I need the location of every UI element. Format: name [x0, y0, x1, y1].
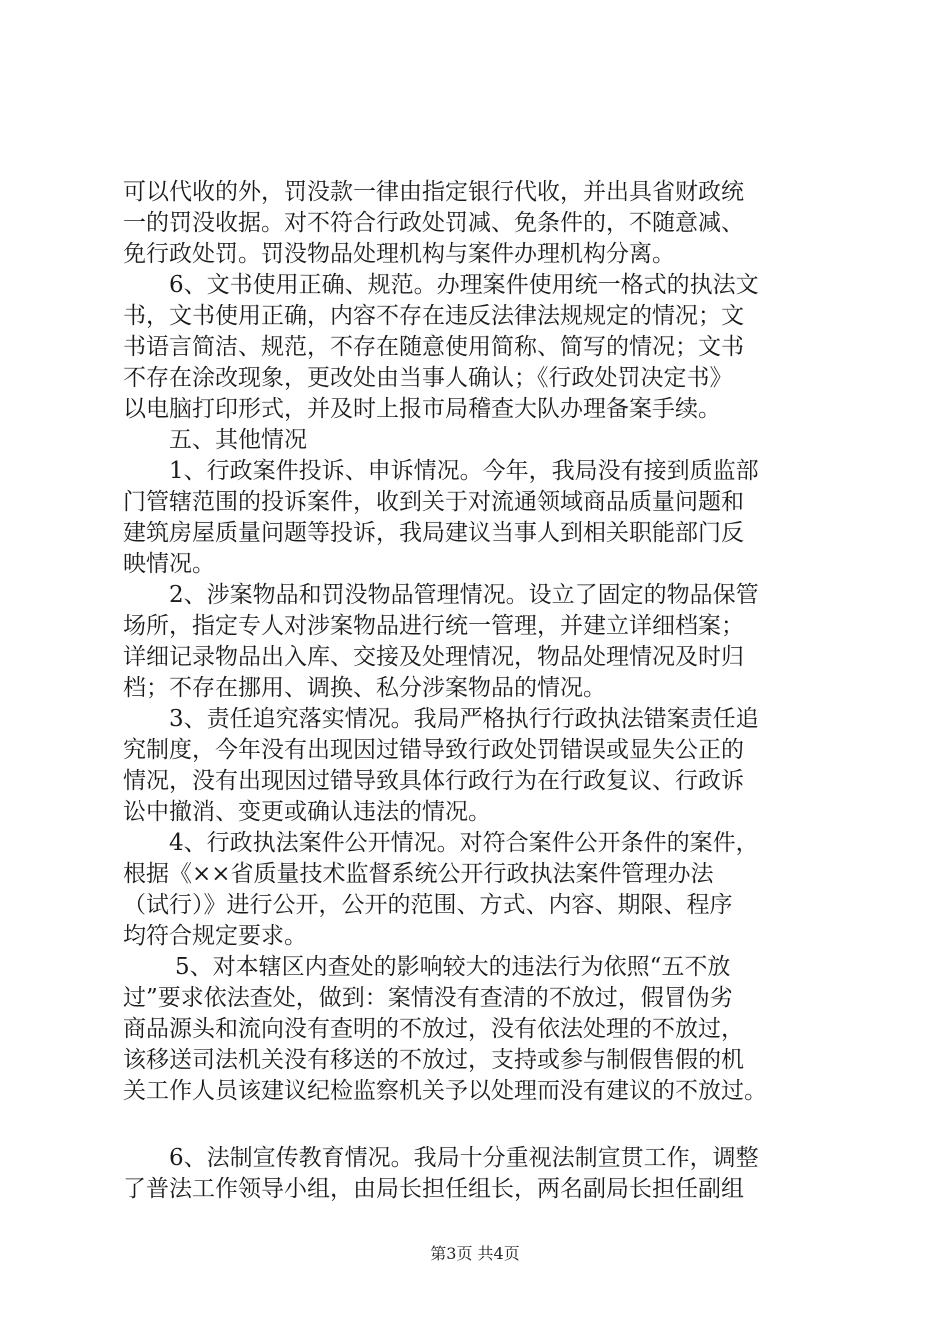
text-line: 了普法工作领导小组，由局长担任组长，两名副局长担任副组 [123, 1176, 744, 1202]
paragraph-start-line: 1、行政案件投诉、申诉情况。今年，我局没有接到质监部 [169, 458, 759, 484]
text-line: 均符合规定要求。 [123, 923, 307, 949]
text-line: 详细记录物品出入库、交接及处理情况，物品处理情况及时归 [123, 644, 744, 670]
text-line: 书，文书使用正确，内容不存在违反法律法规规定的情况；文 [123, 303, 744, 329]
text-line: 建筑房屋质量问题等投诉，我局建议当事人到相关职能部门反 [123, 520, 744, 546]
text-line: 究制度，今年没有出现因过错导致行政处罚错误或显失公正的 [123, 737, 744, 763]
text-line: 门管辖范围的投诉案件，收到关于对流通领域商品质量问题和 [123, 489, 744, 515]
text-line: 商品源头和流向没有查明的不放过，没有依法处理的不放过， [123, 1016, 744, 1042]
paragraph-start-line: 2、涉案物品和罚没物品管理情况。设立了固定的物品保管 [169, 582, 759, 608]
section-heading: 五、其他情况 [169, 427, 307, 453]
paragraph-start-line: 3、责任追究落实情况。我局严格执行行政执法错案责任追 [169, 706, 759, 732]
text-line: 场所，指定专人对涉案物品进行统一管理，并建立详细档案； [123, 613, 744, 639]
paragraph-start-line: 6、法制宣传教育情况。我局十分重视法制宣贯工作，调整 [169, 1145, 759, 1171]
page-number: 第3页 共4页 [430, 1244, 520, 1263]
text-line: 关工作人员该建议纪检监察机关予以处理而没有建议的不放过。 [123, 1078, 767, 1104]
text-line: （试行）》进行公开，公开的范围、方式、内容、期限、程序 [123, 892, 733, 918]
text-line: 一的罚没收据。对不符合行政处罚减、免条件的，不随意减、 [123, 210, 744, 236]
text-line: 情况，没有出现因过错导致具体行政行为在行政复议、行政诉 [123, 768, 744, 794]
page-footer [0, 1241, 950, 1264]
paragraph-start-line: 4、行政执法案件公开情况。对符合案件公开条件的案件， [169, 830, 759, 856]
text-line: 该移送司法机关没有移送的不放过，支持或参与制假售假的机 [123, 1047, 744, 1073]
text-line: 不存在涂改现象，更改处由当事人确认；《行政处罚决定书》 [123, 365, 733, 391]
text-line: 以电脑打印形式，并及时上报市局稽查大队办理备案手续。 [123, 396, 721, 422]
paragraph-gap [123, 1107, 843, 1143]
paragraph-start-line: 5、对本辖区内查处的影响较大的违法行为依照“五不放 [175, 954, 731, 980]
paragraph-start-line: 6、文书使用正确、规范。办理案件使用统一格式的执法文 [169, 272, 759, 298]
text-line: 书语言简洁、规范，不存在随意使用简称、简写的情况；文书 [123, 334, 744, 360]
text-line: 讼中撤消、变更或确认违法的情况。 [123, 799, 491, 825]
text-line: 免行政处罚。罚没物品处理机构与案件办理机构分离。 [123, 241, 675, 267]
text-line: 过”要求依法查处，做到：案情没有查清的不放过，假冒伪劣 [123, 985, 733, 1011]
text-line: 映情况。 [123, 551, 215, 577]
text-line: 可以代收的外，罚没款一律由指定银行代收，并出具省财政统 [123, 179, 744, 205]
text-line: 档；不存在挪用、调换、私分涉案物品的情况。 [123, 675, 606, 701]
text-line: 根据《××省质量技术监督系统公开行政执法案件管理办法 [123, 861, 714, 887]
document-body [123, 177, 843, 1205]
